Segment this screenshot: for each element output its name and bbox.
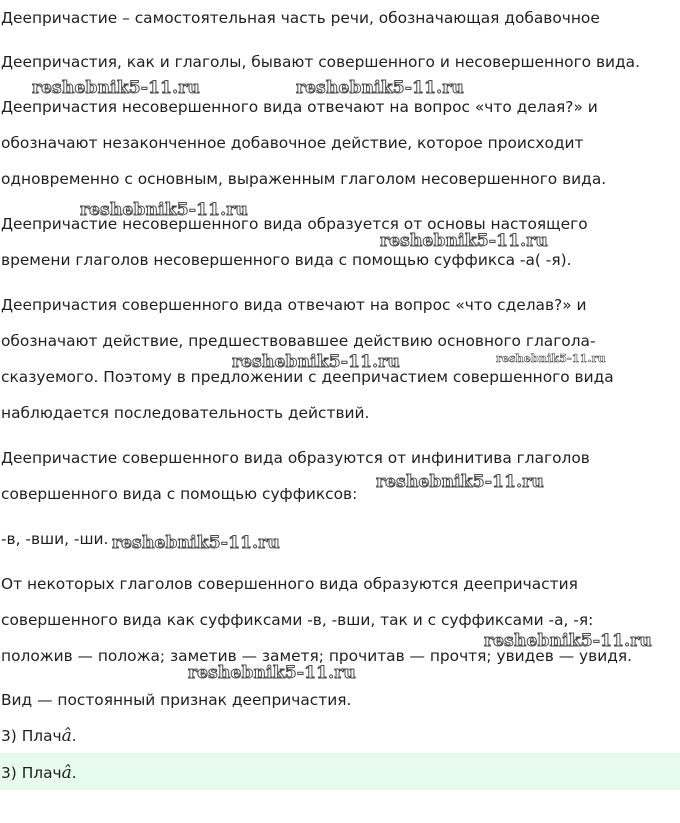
paragraph-line: обозначают действие, предшествовавшее действию основного глагола- — [1, 332, 596, 350]
watermark: reshebnik5-11.ru — [80, 200, 248, 220]
stressed-letter: â — [61, 763, 72, 783]
paragraph-line: -в, -вши, -ши. — [1, 530, 109, 548]
paragraph-line: сказуемого. Поэтому в предложении с деепричастием совершенного вида — [1, 368, 614, 386]
paragraph-line: положив — положа; заметив — заметя; прочитав — прочтя; увидев — увидя. — [1, 647, 632, 665]
watermark: reshebnik5-11.ru — [296, 78, 464, 98]
answer-punct: . — [71, 727, 77, 745]
paragraph-line: времени глаголов несовершенного вида с помощью суффикса -а( -я). — [1, 251, 572, 269]
answer-punct: . — [71, 764, 77, 782]
answer-line-highlighted — [1, 763, 77, 783]
paragraph-line: обозначают незаконченное добавочное действие, которое происходит — [1, 134, 584, 152]
answer-text: 3) Плач — [1, 764, 62, 782]
answer-text: 3) Плач — [1, 727, 62, 745]
watermark: reshebnik5-11.ru — [484, 631, 652, 651]
paragraph-line: наблюдается последовательность действий. — [1, 404, 370, 422]
paragraph-line: Деепричастие – самостоятельная часть речи, обозначающая добавочное — [1, 9, 600, 27]
watermark: reshebnik5-11.ru — [496, 352, 606, 365]
watermark: reshebnik5-11.ru — [188, 663, 356, 683]
paragraph-line: Деепричастие несовершенного вида образуется от основы настоящего — [1, 215, 588, 233]
watermark: reshebnik5-11.ru — [380, 231, 548, 251]
paragraph-line: Деепричастие совершенного вида образуются от инфинитива глаголов — [1, 449, 590, 467]
paragraph-line: совершенного вида как суффиксами -в, -вши, так и с суффиксами -а, -я: — [1, 611, 594, 629]
paragraph-line: От некоторых глаголов совершенного вида образуются деепричастия — [1, 575, 578, 593]
answer-line — [1, 726, 77, 746]
paragraph-line: Деепричастия, как и глаголы, бывают совершенного и несовершенного вида. — [1, 53, 641, 71]
paragraph-line: одновременно с основным, выраженным глаголом несовершенного вида. — [1, 170, 607, 188]
paragraph-line: Деепричастия совершенного вида отвечают на вопрос «что сделав?» и — [1, 296, 587, 314]
watermark: reshebnik5-11.ru — [232, 352, 400, 372]
paragraph-line: Вид — постоянный признак деепричастия. — [1, 691, 352, 709]
answer-highlight-block — [0, 753, 680, 790]
paragraph-line: Деепричастия несовершенного вида отвечают на вопрос «что делая?» и — [1, 98, 598, 116]
watermark: reshebnik5-11.ru — [112, 533, 280, 553]
paragraph-line: совершенного вида с помощью суффиксов: — [1, 485, 358, 503]
watermark: reshebnik5-11.ru — [376, 472, 544, 492]
stressed-letter: â — [61, 726, 72, 746]
watermark: reshebnik5-11.ru — [32, 78, 200, 98]
